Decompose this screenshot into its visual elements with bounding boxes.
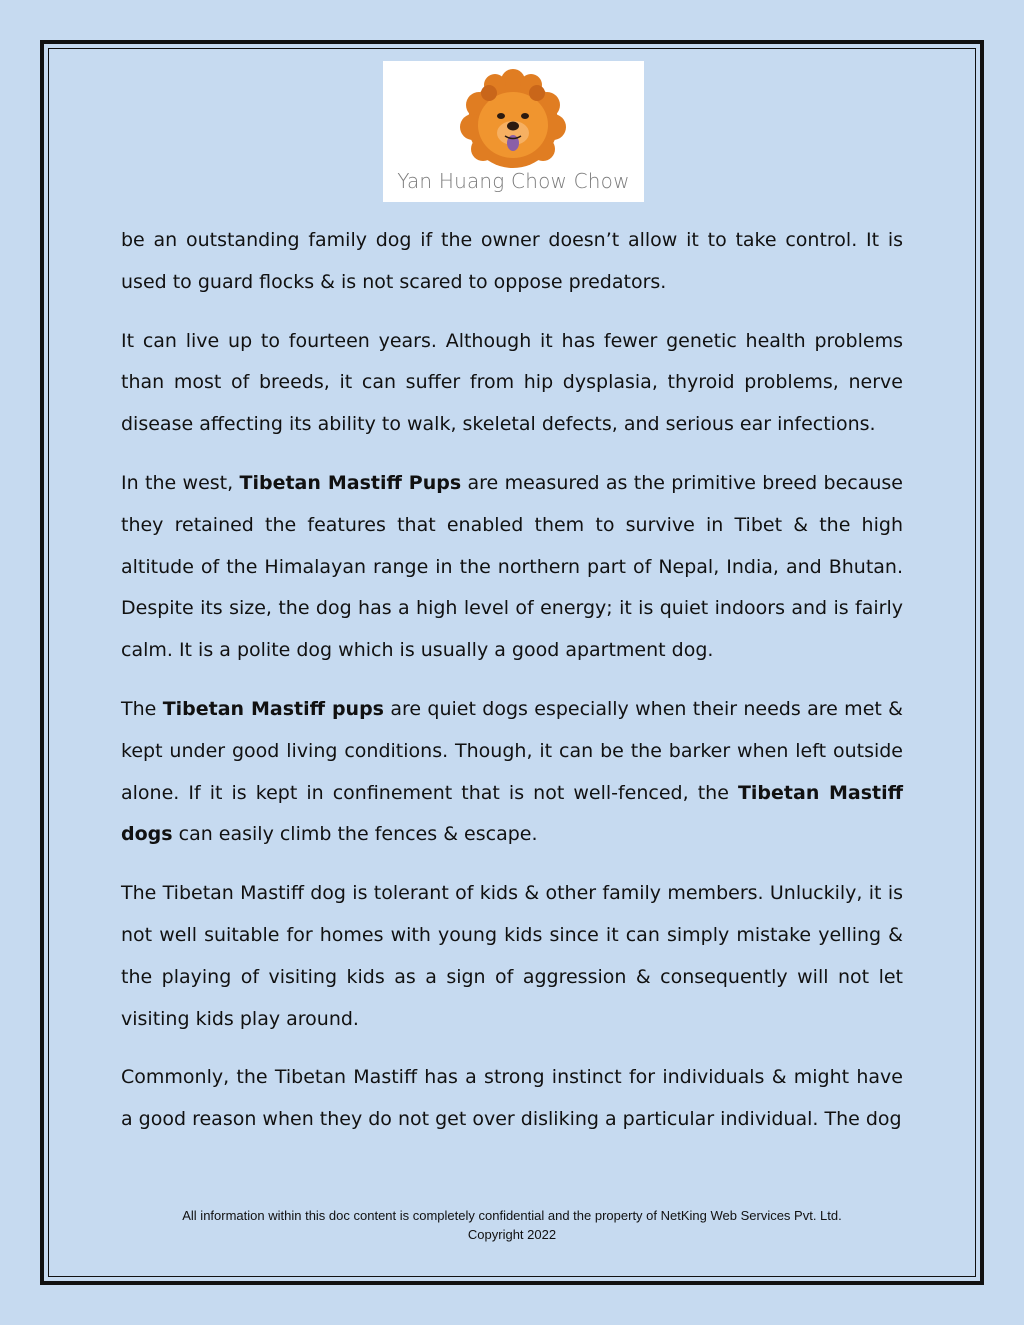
- paragraph-text: Commonly, the Tibetan Mastiff has a strong instinct for individuals & might have a good reason when they do not get over disliking a particular individual. The dog: [121, 1066, 903, 1131]
- paragraph-text: The Tibetan Mastiff dog is tolerant of kids & other family members. Unluckily, it is not well suitable for homes with young kids since it can simply mistake yelling & the playing of visiting kids as a sign of aggression & consequently will not let visiting kids play around.: [121, 882, 903, 1030]
- paragraph: [121, 463, 903, 672]
- footer-confidentiality-notice: All information within this doc content is completely confidential and the property of NetKing Web Services Pvt. Ltd.: [182, 1208, 842, 1223]
- page-footer: [100, 1206, 924, 1244]
- paragraph: [121, 220, 903, 304]
- paragraph-text: can easily climb the fences & escape.: [172, 823, 538, 846]
- paragraph-text: It can live up to fourteen years. Although it has fewer genetic health problems than most of breeds, it can suffer from hip dysplasia, thyroid problems, nerve disease affecting its ability to walk, skeletal defects, and serious ear infections.: [121, 329, 903, 436]
- logo-brand-text: Yan Huang Chow Chow: [397, 169, 630, 193]
- paragraph-text: be an outstanding family dog if the owner doesn’t allow it to take control. It is used to guard flocks & is not scared to oppose predators.: [121, 229, 903, 293]
- paragraph-text: In the west,: [121, 471, 240, 494]
- footer-copyright: Copyright 2022: [467, 1227, 557, 1242]
- keyword-bold: Tibetan Mastiff Pups: [239, 471, 462, 494]
- paragraph: [121, 321, 903, 446]
- keyword-bold: Tibetan Mastiff dogs: [121, 781, 904, 846]
- paragraph: [121, 873, 903, 1040]
- document-body: [121, 220, 903, 1158]
- brand-logo: [383, 61, 644, 202]
- paragraph-text: are quiet dogs especially when their needs are met & kept under good living conditions. Though, it can be the barker when left outside alone. If it is kept in confinement that is not well-fenced, the: [121, 697, 903, 804]
- paragraph-text: The: [121, 697, 163, 720]
- paragraph: [121, 689, 903, 856]
- keyword-bold: Tibetan Mastiff pups: [162, 697, 384, 720]
- paragraph: [121, 1057, 903, 1141]
- paragraph-text: are measured as the primitive breed because they retained the features that enabled them to survive in Tibet & the high altitude of the Himalayan range in the northern part of Nepal, India, and Bhutan. Despite its size, the dog has a high level of energy; it is quiet indoors and is fairly calm. It is a polite dog which is usually a good apartment dog.: [121, 471, 903, 662]
